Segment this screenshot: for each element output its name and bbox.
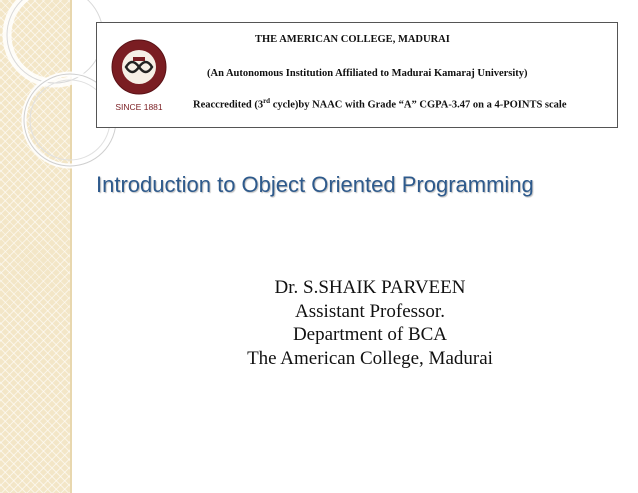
author-name: Dr. S.SHAIK PARVEEN — [274, 277, 466, 298]
author-block — [220, 276, 520, 370]
author-institution: The American College, Madurai — [247, 347, 493, 369]
college-affiliation: (An Autonomous Institution Affiliated to Madurai Kamaraj University) — [207, 68, 528, 79]
slide-title: Introduction to Object Oriented Programming — [96, 172, 534, 197]
college-header — [96, 22, 618, 128]
college-accreditation: Reaccredited (3rd cycle)by NAAC with Grade “A” CGPA-3.47 on a 4-POINTS scale — [193, 97, 567, 111]
logo-since-text: SINCE 1881 — [115, 102, 163, 112]
author-department: Department of BCA — [292, 324, 448, 345]
college-seal-logo — [109, 35, 169, 117]
college-name: THE AMERICAN COLLEGE, MADURAI — [255, 34, 450, 45]
author-designation: Assistant Professor. — [295, 300, 445, 322]
